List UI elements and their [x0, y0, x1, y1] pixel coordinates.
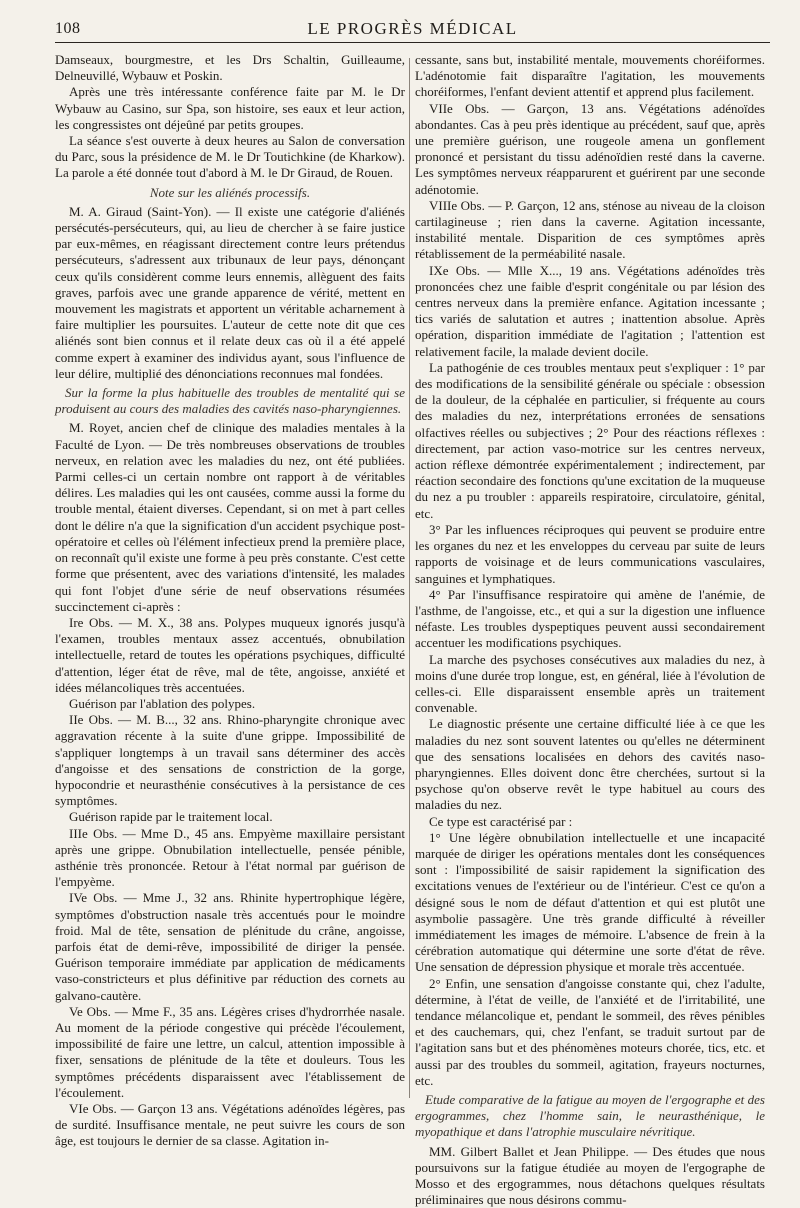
paragraph: 4° Par l'insuffisance respiratoire qui amène de l'anémie, de l'asthme, de l'angoisse, etc., et qui a sur la digestion une influence néfaste. Les troubles dyspeptiques peuvent aussi secondairement accentuer les modifications psychiques. — [415, 586, 765, 651]
paragraph: Après une très intéressante conférence faite par M. le Dr Wybauw au Casino, sur Spa, son histoire, ses eaux et leur action, les congressistes ont déjeûné par petits groupes. — [55, 84, 405, 132]
paragraph: Ce type est caractérisé par : — [429, 813, 573, 829]
paragraph: Le diagnostic présente une certaine difficulté liée à ce que les maladies du nez sont souvent latentes ou qu'elles ne déterminent que des sensations localisées en dehors des cavités naso-pharyngiennes. Elles doivent donc être cherchées, surtout si la psychose qu'on observe revêt le type habituel au cours des maladies du nez. — [415, 716, 765, 813]
paragraph: IXe Obs. — Mlle X..., 19 ans. Végétations adénoïdes très prononcées chez une faible d'esprit congénitale ou par lésion des centres nerveux dans la première enfance. Agitation incessante ; tics variés de salutation et autres ; inattention absolue. Après opération, disparition immédiate de l'agitation ; l'attention est relativement facile, la malade devient docile. — [415, 262, 765, 359]
paragraph: VIe Obs. — Garçon 13 ans. Végétations adénoïdes légères, pas de surdité. Insuffisance mentale, ne peut suivre les cours de son âge, est toujours le dernier de sa classe. Agitation in- — [55, 1101, 405, 1149]
paragraph: La pathogénie de ces troubles mentaux peut s'expliquer : 1° par des modifications de la sensibilité générale ou spéciale : obsession de la douleur, de la céphalée en particulier, si fréquente au cours des maladies du nez, interprétations erronées de sensations olfactives réelles ou subjectives ; 2° Pour des réactions réflexes : directement, par action vaso-motrice sur les centres nerveux, action réflexe démontrée expérimentalement ; indirectement, par réaction secondaire des fonctions qu'une excitation de la muqueuse du nez a pu troubler : appareils respiratoire, circulatoire, génital, etc. — [415, 359, 765, 521]
paragraph: Ve Obs. — Mme F., 35 ans. Légères crises d'hydrorrhée nasale. Au moment de la période congestive qui précède l'écoulement, impossibilité de faire une lettre, un calcul, attention impossible à fixer, sensations de plénitude de la tête et douleurs. Tous les symptômes précédents disparaissent avec l'établissement de l'écoulement. — [55, 1003, 405, 1100]
paragraph: cessante, sans but, instabilité mentale, mouvements choréiformes. L'adénotomie fait disparaître l'agitation, les mouvements choréiformes, l'enfant devient attentif et apprend plus facilement. — [415, 52, 765, 100]
paragraph: MM. Gilbert Ballet et Jean Philippe. — Des études que nous poursuivons sur la fatigue étudiée au moyen de l'ergographe de Mosso et des ergogrammes, nous détachons quelques résultats préliminaires que nous désirons commu- — [415, 1143, 765, 1208]
page-number: 108 — [55, 20, 81, 37]
paragraph: Ire Obs. — M. X., 38 ans. Polypes muqueux ignorés jusqu'à l'examen, troubles mentaux assez accentués, obnubilation intellectuelle, retard de toutes les opérations psychiques, difficulté d'attention, léger état de rêve, mal de tête, angoisse, anxiété et idées mélancoliques très accentuées. — [55, 614, 405, 695]
right-column — [415, 52, 765, 1208]
paragraph: 3° Par les influences réciproques qui peuvent se produire entre les organes du nez et les enveloppes du cerveau par suite de leurs rapports de voisinage et de leurs communications vasculaires, sanguines et lymphatiques. — [415, 521, 765, 586]
paragraph: IVe Obs. — Mme J., 32 ans. Rhinite hypertrophique légère, symptômes d'obstruction nasale très accentués pour le moindre froid. Mal de tête, sensation de plénitude du crâne, angoisse, parfois état de demi-rêve, impossibilité de diriger la pensée. Guérison temporaire immédiate par application de médicaments vaso-constricteurs et plus définitive par réduction des cornets au galvano-cautère. — [55, 890, 405, 1003]
paragraph: 2° Enfin, une sensation d'angoisse constante qui, chez l'adulte, détermine, à l'état de veille, de l'anxiété et de l'irritabilité, une tendance mélancolique et, pendant le sommeil, des rêves pénibles et des cauchemars, qui, chez l'enfant, se traduit surtout par de l'agitation sans but et des phénomènes moteurs chorée, tics, etc. et aussi par des troubles du sommeil, agitation, frayeurs nocturnes, etc. — [415, 975, 765, 1088]
section-heading: Etude comparative de la fatigue au moyen de l'ergographe et des ergogrammes, chez l'homme sain, le neurasthénique, le myopathique et dans l'atrophie musculaire névritique. — [415, 1092, 765, 1140]
paragraph: M. A. Giraud (Saint-Yon). — Il existe une catégorie d'aliénés persécutés-persécuteurs, qui, au lieu de chercher à se faire justice par eux-mêmes, en réagissant directement contre leurs prétendus persécuteurs, s'adressent aux tribunaux de leur pays, dénonçant ceux qu'ils considèrent comme leurs ennemis, allèguent des faits graves, parfois avec une grande apparence de vérité, mettent en mouvement les magistrats et apportent un véritable acharnement à faire multiplier les poursuites. L'auteur de cette note dit que ces aliénés sont bien connus et il relate deux cas où il a été appelé comme expert à examiner des individus ayant, sous l'influence de leur délire, multiplié des dénonciations reconnues mal fondées. — [55, 203, 405, 381]
paragraph: IIe Obs. — M. B..., 32 ans. Rhino-pharyngite chronique avec aggravation récente à la suite d'une grippe. Impossibilité de s'appliquer longtemps à un travail sans déterminer des accès d'angoisse et des sensations de constriction de la gorge, hypocondrie et neurasthénie consécutives à la persistance de ces symptômes. — [55, 712, 405, 809]
paragraph: Guérison rapide par le traitement local. — [69, 809, 273, 825]
paragraph: VIIIe Obs. — P. Garçon, 12 ans, sténose au niveau de la cloison cartilagineuse ; rien dans la caverne. Agitation incessante, instabilité mentale. Disparition de ces symptômes après rétablissement de la perméabilité nasale. — [415, 197, 765, 262]
paragraph: M. Royet, ancien chef de clinique des maladies mentales à la Faculté de Lyon. — De très nombreuses observations de troubles nerveux, en relation avec les maladies du nez, ont été publiées. Parmi celles-ci un certain nombre ont rapport à de véritables délires. Les maladies qui les ont causées, comme aussi la forme du trouble mental, étaient diverses. Cependant, si on met à part celles dont le délire n'a que la signification d'un accident psychique post-opératoire et celles où l'élément infectieux prend la première place, on reconnaît qu'il existe une forme à peu près constante. C'est cette forme que présentent, avec des variations d'intensité, les malades qui font l'objet d'une série de neuf observations résumées succinctement ci-après : — [55, 420, 405, 614]
paragraph: VIIe Obs. — Garçon, 13 ans. Végétations adénoïdes abondantes. Cas à peu près identique au précédent, sauf que, après une première guérison, une rougeole amena un gonflement prononcé et persistant du tissu adénoïdien resté dans la caverne. Les symptômes nerveux réapparurent et guérirent par une seconde adénotomie. — [415, 100, 765, 197]
section-heading: Sur la forme la plus habituelle des troubles de mentalité qui se produisent au cours des maladies des cavités naso-pharyngiennes. — [55, 385, 405, 417]
left-column — [55, 52, 405, 1149]
column-rule — [409, 58, 410, 1098]
paragraph: Damseaux, bourgmestre, et les Drs Schaltin, Guilleaume, Delneuvillé, Wybauw et Poskin. — [55, 52, 405, 84]
paragraph: IIIe Obs. — Mme D., 45 ans. Empyème maxillaire persistant après une grippe. Obnubilation intellectuelle, pensée pénible, asthénie très prononcée. Retour à l'état normal par guérison de l'empyème. — [55, 825, 405, 890]
section-heading: Note sur les aliénés processifs. — [149, 184, 311, 200]
journal-title: LE PROGRÈS MÉDICAL — [307, 19, 518, 38]
paragraph: Guérison par l'ablation des polypes. — [69, 695, 256, 711]
text-columns — [55, 52, 770, 1208]
paragraph: 1° Une légère obnubilation intellectuelle et une incapacité marquée de diriger les opérations mentales dont les conséquences sont : l'impossibilité de saisir rapidement la signification des excitations venues de l'extérieur ou de l'intérieur. C'est ce qu'on a désigné sous le nom de défaut d'attention et qui est plutôt une asymbolie passagère. Une très grande difficulté à réveiller immédiatement les images de mémoire. L'absence de frein à la cérébration automatique qui détermine une sorte d'état de rêve. Une sensation de dépression physique et morale très accentuée. — [415, 829, 765, 975]
paragraph: La marche des psychoses consécutives aux maladies du nez, à moins d'une durée trop longue, est, en général, liée à l'évolution de celles-ci. Elle disparaissent ensemble après un traitement convenable. — [415, 651, 765, 716]
paragraph: La séance s'est ouverte à deux heures au Salon de conversation du Parc, sous la présidence de M. le Dr Toutichkine (de Kharkow). La parole a été donnée tout d'abord à M. le Dr Giraud, de Rouen. — [55, 133, 405, 181]
running-head — [55, 16, 770, 43]
